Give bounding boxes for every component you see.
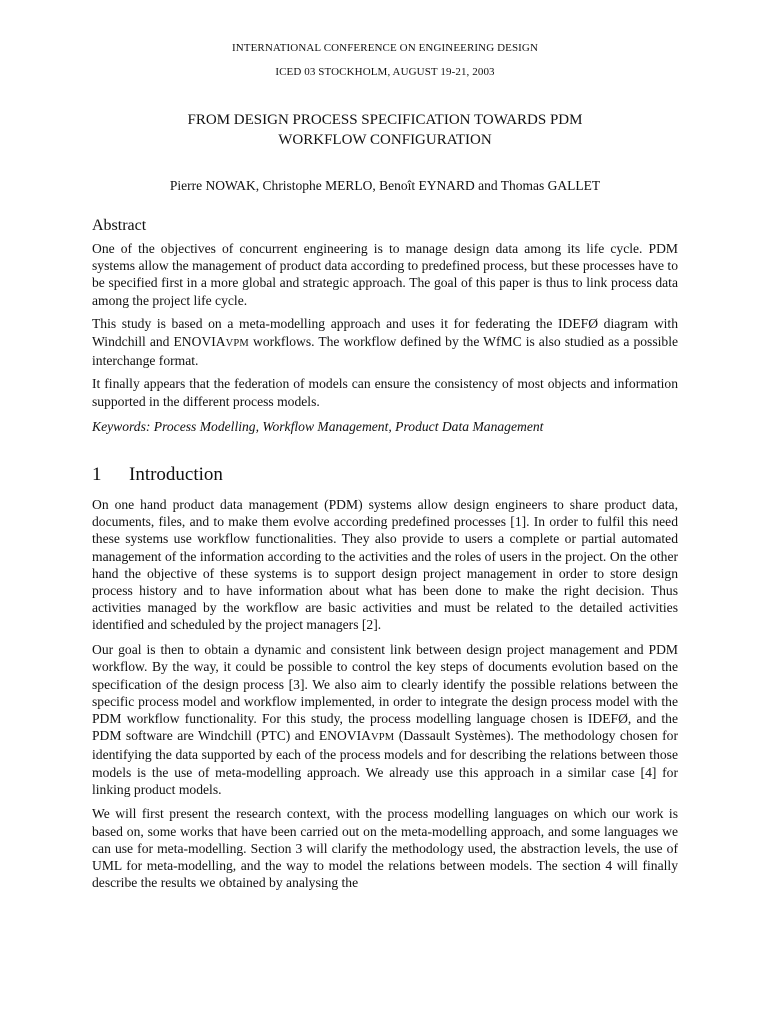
intro-paragraph-2-text-b: (Dassault Systèmes). The methodology chosen for identifying the data supported by each of the process models and for describing the relations between those models is the use of meta-modelling approach. We already use this approach in a similar case [4] for linking product models. xyxy=(92,728,678,797)
paper-page xyxy=(92,0,678,899)
abstract-heading: Abstract xyxy=(92,217,147,234)
keywords: Keywords: Process Modelling, Workflow Management, Product Data Management xyxy=(92,418,544,434)
abstract-paragraph-2 xyxy=(92,315,678,369)
introduction-body xyxy=(92,496,678,891)
title-line-2: WORKFLOW CONFIGURATION xyxy=(278,132,492,148)
intro-paragraph-3: We will first present the research context, with the process modelling languages on which our work is based on, some works that have been carried out on the meta-modelling approach, and some languages we can use for meta-modelling. Section 3 will clarify the methodology used, the abstraction levels, the use of UML for meta-modelling, and the way to model the relations between models. The section 4 will finally describe the results we obtained by analysing the xyxy=(92,806,678,891)
author-list: Pierre NOWAK, Christophe MERLO, Benoît EYNARD and Thomas GALLET xyxy=(169,178,601,193)
introduction-heading xyxy=(92,463,678,487)
conference-header xyxy=(92,41,678,80)
paper-title xyxy=(92,110,678,150)
conference-location-date: ICED 03 STOCKHOLM, AUGUST 19-21, 2003 xyxy=(275,66,495,78)
intro-paragraph-2 xyxy=(92,641,678,798)
abstract-paragraph-2-text-a: This study is based on a meta-modelling approach and uses it for federating the IDEFØ diagram with Windchill and ENOVIA xyxy=(92,316,678,349)
title-line-1: FROM DESIGN PROCESS SPECIFICATION TOWARDS PDM xyxy=(187,112,583,128)
conference-name: INTERNATIONAL CONFERENCE ON ENGINEERING DESIGN xyxy=(231,42,539,54)
abstract-vpm-suffix: VPM xyxy=(225,337,249,349)
intro-paragraph-2-text-a: Our goal is then to obtain a dynamic and consistent link between design project management and PDM workflow. By the way, it could be possible to control the key steps of documents evolution based on the specification of the design process [3]. We also aim to clearly identify the possible relations between the specific process model and workflow implemented, in order to integrate the design process model with the PDM workflow functionality. For this study, the process modelling language chosen is IDEFØ, and the PDM software are Windchill (PTC) and ENOVIA xyxy=(92,642,678,744)
abstract-paragraph-1: One of the objectives of concurrent engineering is to manage design data among its life cycle. PDM systems allow the management of product data according to predefined process, but these processes have to be specified first in a more global and strategic approach. The goal of this paper is thus to link process data among the project life cycle. xyxy=(92,241,678,308)
abstract-paragraph-3: It finally appears that the federation of models can ensure the consistency of most objects and information supported in the different process models. xyxy=(92,376,678,409)
section-title: Introduction xyxy=(129,464,223,486)
section-number: 1 xyxy=(92,464,102,486)
intro-vpm-suffix: VPM xyxy=(370,732,395,744)
abstract-body xyxy=(92,240,678,410)
abstract-paragraph-2-text-b: workflows. The workflow defined by the WfMC is also studied as a possible interchange format. xyxy=(92,333,679,368)
intro-paragraph-1: On one hand product data management (PDM) systems allow design engineers to share product data, documents, files, and to make them evolve according predefined processes [1]. In order to fulfil this need these systems use workflow functionalities. They also provide to users a complete or partial automated management of the information according to the activities and the roles of users in the project. On the other hand the objective of these systems is to support design project management in order to store design process history and to have information about what has been done to make the right decision. Thus activities managed by the workflow are basic activities and must be related to the detailed activities identified and scheduled by the project managers [2]. xyxy=(92,497,678,633)
